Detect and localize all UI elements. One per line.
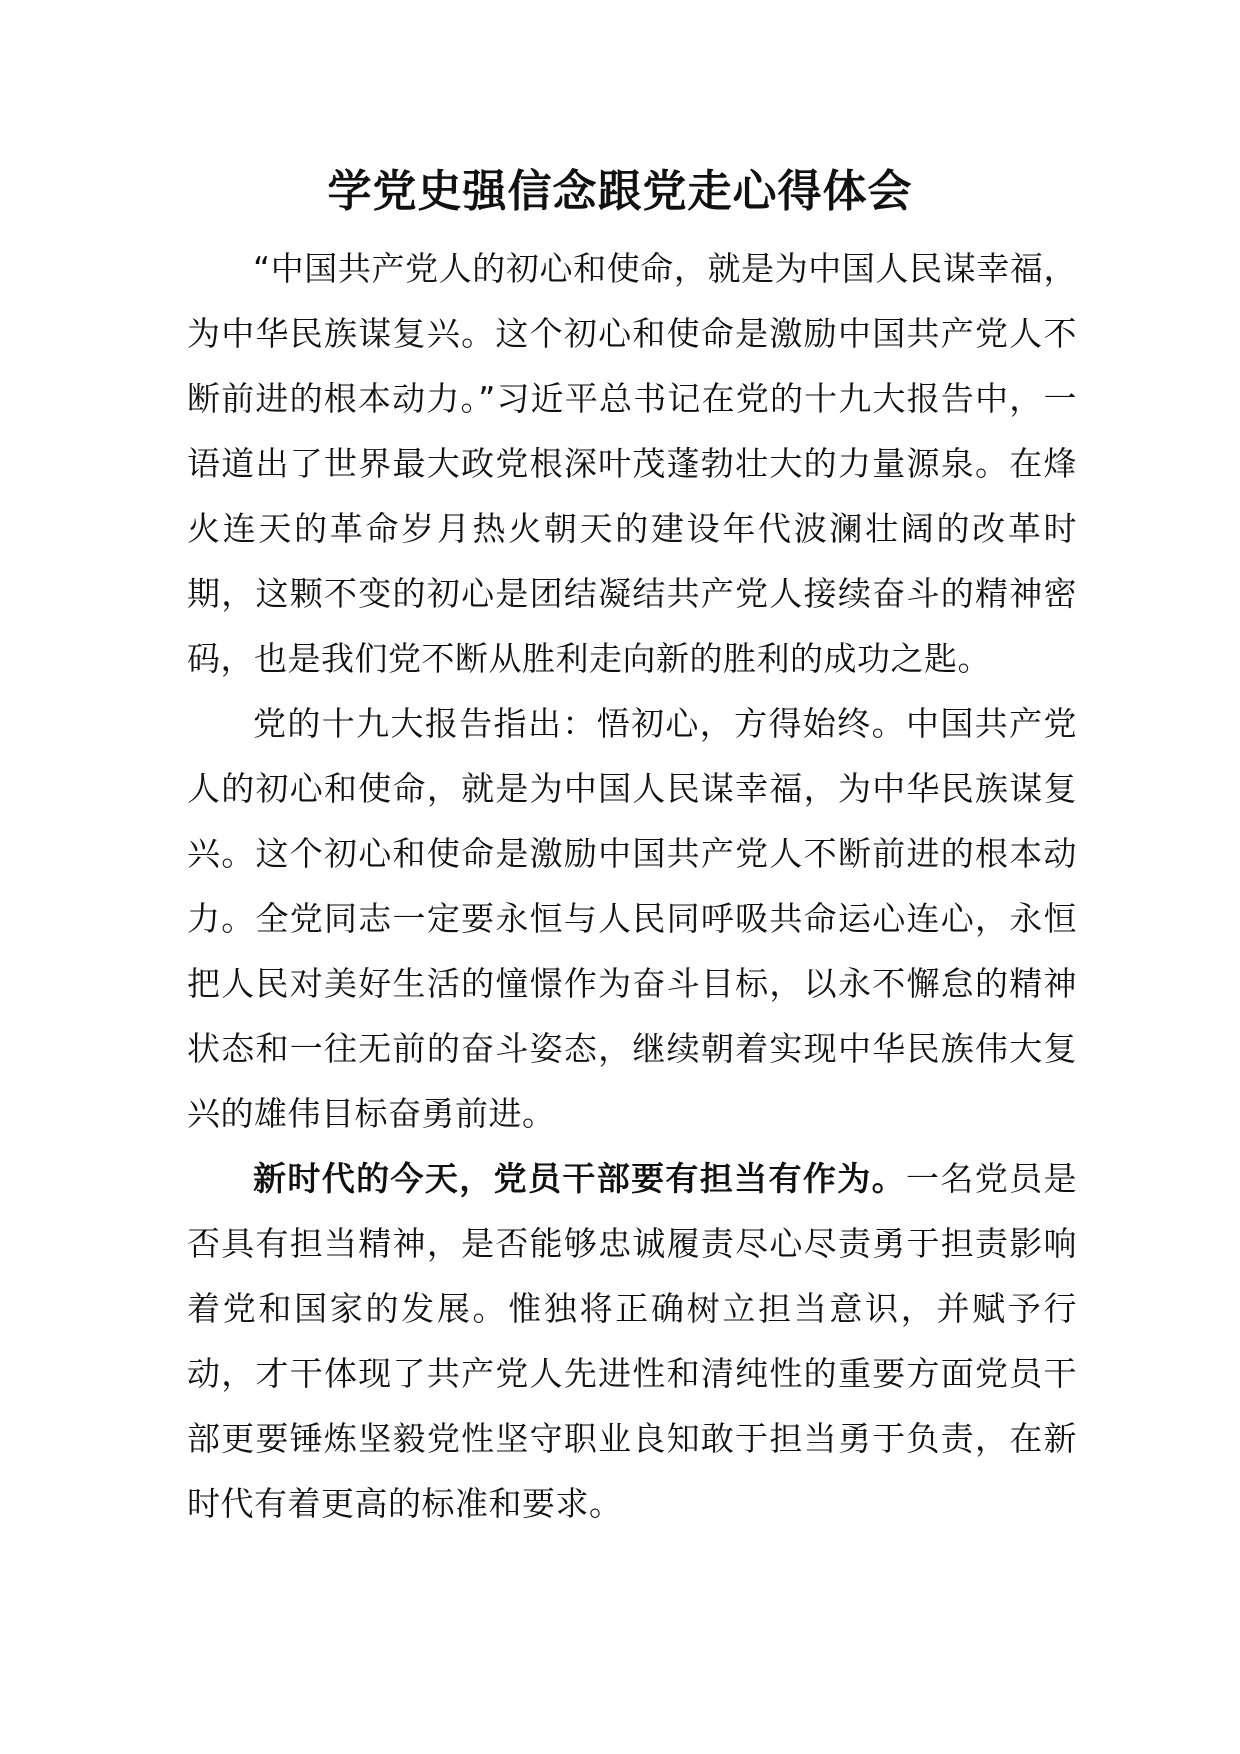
paragraph-3-text: 一名党员是否具有担当精神，是否能够忠诚履责尽心尽责勇于担责影响着党和国家的发展。惟独将正确树立担当意识，并赋予行动，才干体现了共产党人先进性和清纯性的重要方面党员干部更要锤炼坚毅党性坚守职业良知敢于担当勇于负责，在新时代有着更高的标准和要求。	[187, 1159, 1078, 1523]
paragraph-1-text: “中国共产党人的初心和使命，就是为中国人民谋幸福，为中华民族谋复兴。这个初心和使命是激励中国共产党人不断前进的根本动力。”习近平总书记在党的十九大报告中，一语道出了世界最大政党根深叶茂蓬勃壮大的力量源泉。在烽火连天的革命岁月热火朝天的建设年代波澜壮阔的改革时期，这颗不变的初心是团结凝结共产党人接续奋斗的精神密码，也是我们党不断从胜利走向新的胜利的成功之匙。	[187, 249, 1077, 678]
document-title: 学党史强信念跟党走心得体会	[327, 166, 913, 217]
paragraph-1	[187, 236, 1077, 691]
paragraph-3-lead: 新时代的今天，党员干部要有担当有作为。	[253, 1159, 907, 1198]
paragraph-3	[187, 1146, 1077, 1536]
document-body	[187, 236, 1077, 1536]
paragraph-2-text: 党的十九大报告指出：悟初心，方得始终。中国共产党人的初心和使命，就是为中国人民谋幸福，为中华民族谋复兴。这个初心和使命是激励中国共产党人不断前进的根本动力。全党同志一定要永恒与人民同呼吸共命运心连心，永恒把人民对美好生活的憧憬作为奋斗目标，以永不懈怠的精神状态和一往无前的奋斗姿态，继续朝着实现中华民族伟大复兴的雄伟目标奋勇前进。	[187, 704, 1077, 1133]
paragraph-2	[187, 691, 1077, 1146]
